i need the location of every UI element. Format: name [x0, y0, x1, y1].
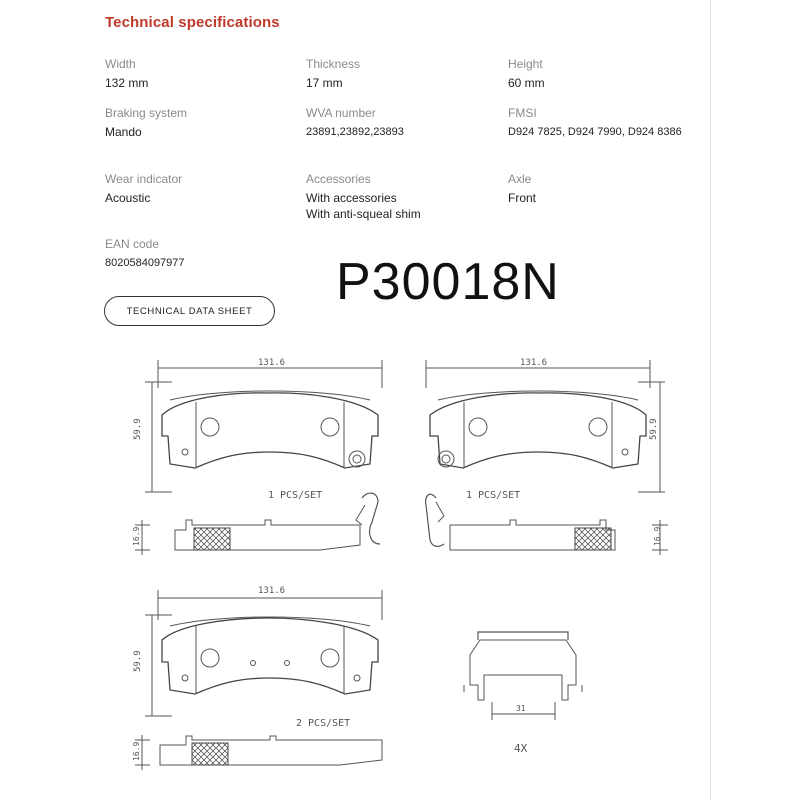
spec-label: EAN code	[105, 237, 160, 251]
page-divider	[710, 0, 711, 800]
spec-wear-indicator	[105, 172, 295, 206]
spec-value: 8020584097977	[105, 257, 185, 269]
spec-height	[508, 57, 698, 91]
spec-braking-system	[105, 106, 295, 140]
spec-value: 132 mm	[105, 76, 149, 90]
spec-label: Width	[105, 57, 136, 71]
spec-value: With accessories With anti-squeal shim	[306, 191, 421, 221]
spec-value: 17 mm	[306, 76, 343, 90]
width-dim-label-1: 131.6	[258, 358, 286, 368]
spec-wva-number	[306, 106, 496, 140]
spec-width	[105, 57, 295, 91]
pad-drawing-1	[135, 360, 382, 555]
set-label-3: 2 PCS/SET	[296, 718, 351, 729]
spec-fmsi	[508, 106, 683, 140]
clip-dim-label: 31	[516, 704, 526, 713]
spec-value: 23891,23892,23893	[306, 126, 404, 138]
spec-label: Axle	[508, 172, 532, 186]
spec-thickness	[306, 57, 496, 91]
spec-label: Braking system	[105, 106, 188, 120]
spec-value: 60 mm	[508, 76, 545, 90]
set-label-1: 1 PCS/SET	[268, 490, 323, 501]
spec-label: Thickness	[306, 57, 361, 71]
section-title: Technical specifications	[105, 14, 280, 31]
part-number: P30018N	[336, 253, 560, 311]
width-dim-label-3: 131.6	[258, 586, 286, 596]
thickness-label-2: 16.9	[653, 526, 662, 546]
spec-accessories	[306, 172, 496, 222]
thickness-label-1: 16.9	[132, 526, 141, 546]
set-label-2: 1 PCS/SET	[466, 490, 521, 501]
spec-ean-code	[105, 237, 295, 271]
thickness-label-3: 16.9	[132, 741, 141, 761]
pad-drawing-3	[135, 590, 382, 770]
spec-value: D924 7825, D924 7990, D924 8386	[508, 126, 682, 138]
width-dim-label-2: 131.6	[520, 358, 548, 368]
spec-value: Acoustic	[105, 191, 151, 205]
height-dim-label-3: 59.9	[133, 650, 143, 672]
spec-label: Wear indicator	[105, 172, 183, 186]
spec-axle	[508, 172, 698, 206]
spec-label: Accessories	[306, 172, 371, 186]
height-dim-label-2: 59.9	[649, 418, 659, 440]
technical-drawing	[0, 340, 710, 800]
technical-data-sheet-button[interactable]: TECHNICAL DATA SHEET	[104, 296, 275, 326]
spec-label: WVA number	[306, 106, 376, 120]
spec-value: Mando	[105, 125, 142, 139]
spec-value: Front	[508, 191, 537, 205]
clip-qty-label: 4X	[514, 742, 528, 755]
height-dim-label-1: 59.9	[133, 418, 143, 440]
spec-label: Height	[508, 57, 543, 71]
spec-label: FMSI	[508, 106, 537, 120]
pad-drawing-2	[426, 360, 668, 555]
